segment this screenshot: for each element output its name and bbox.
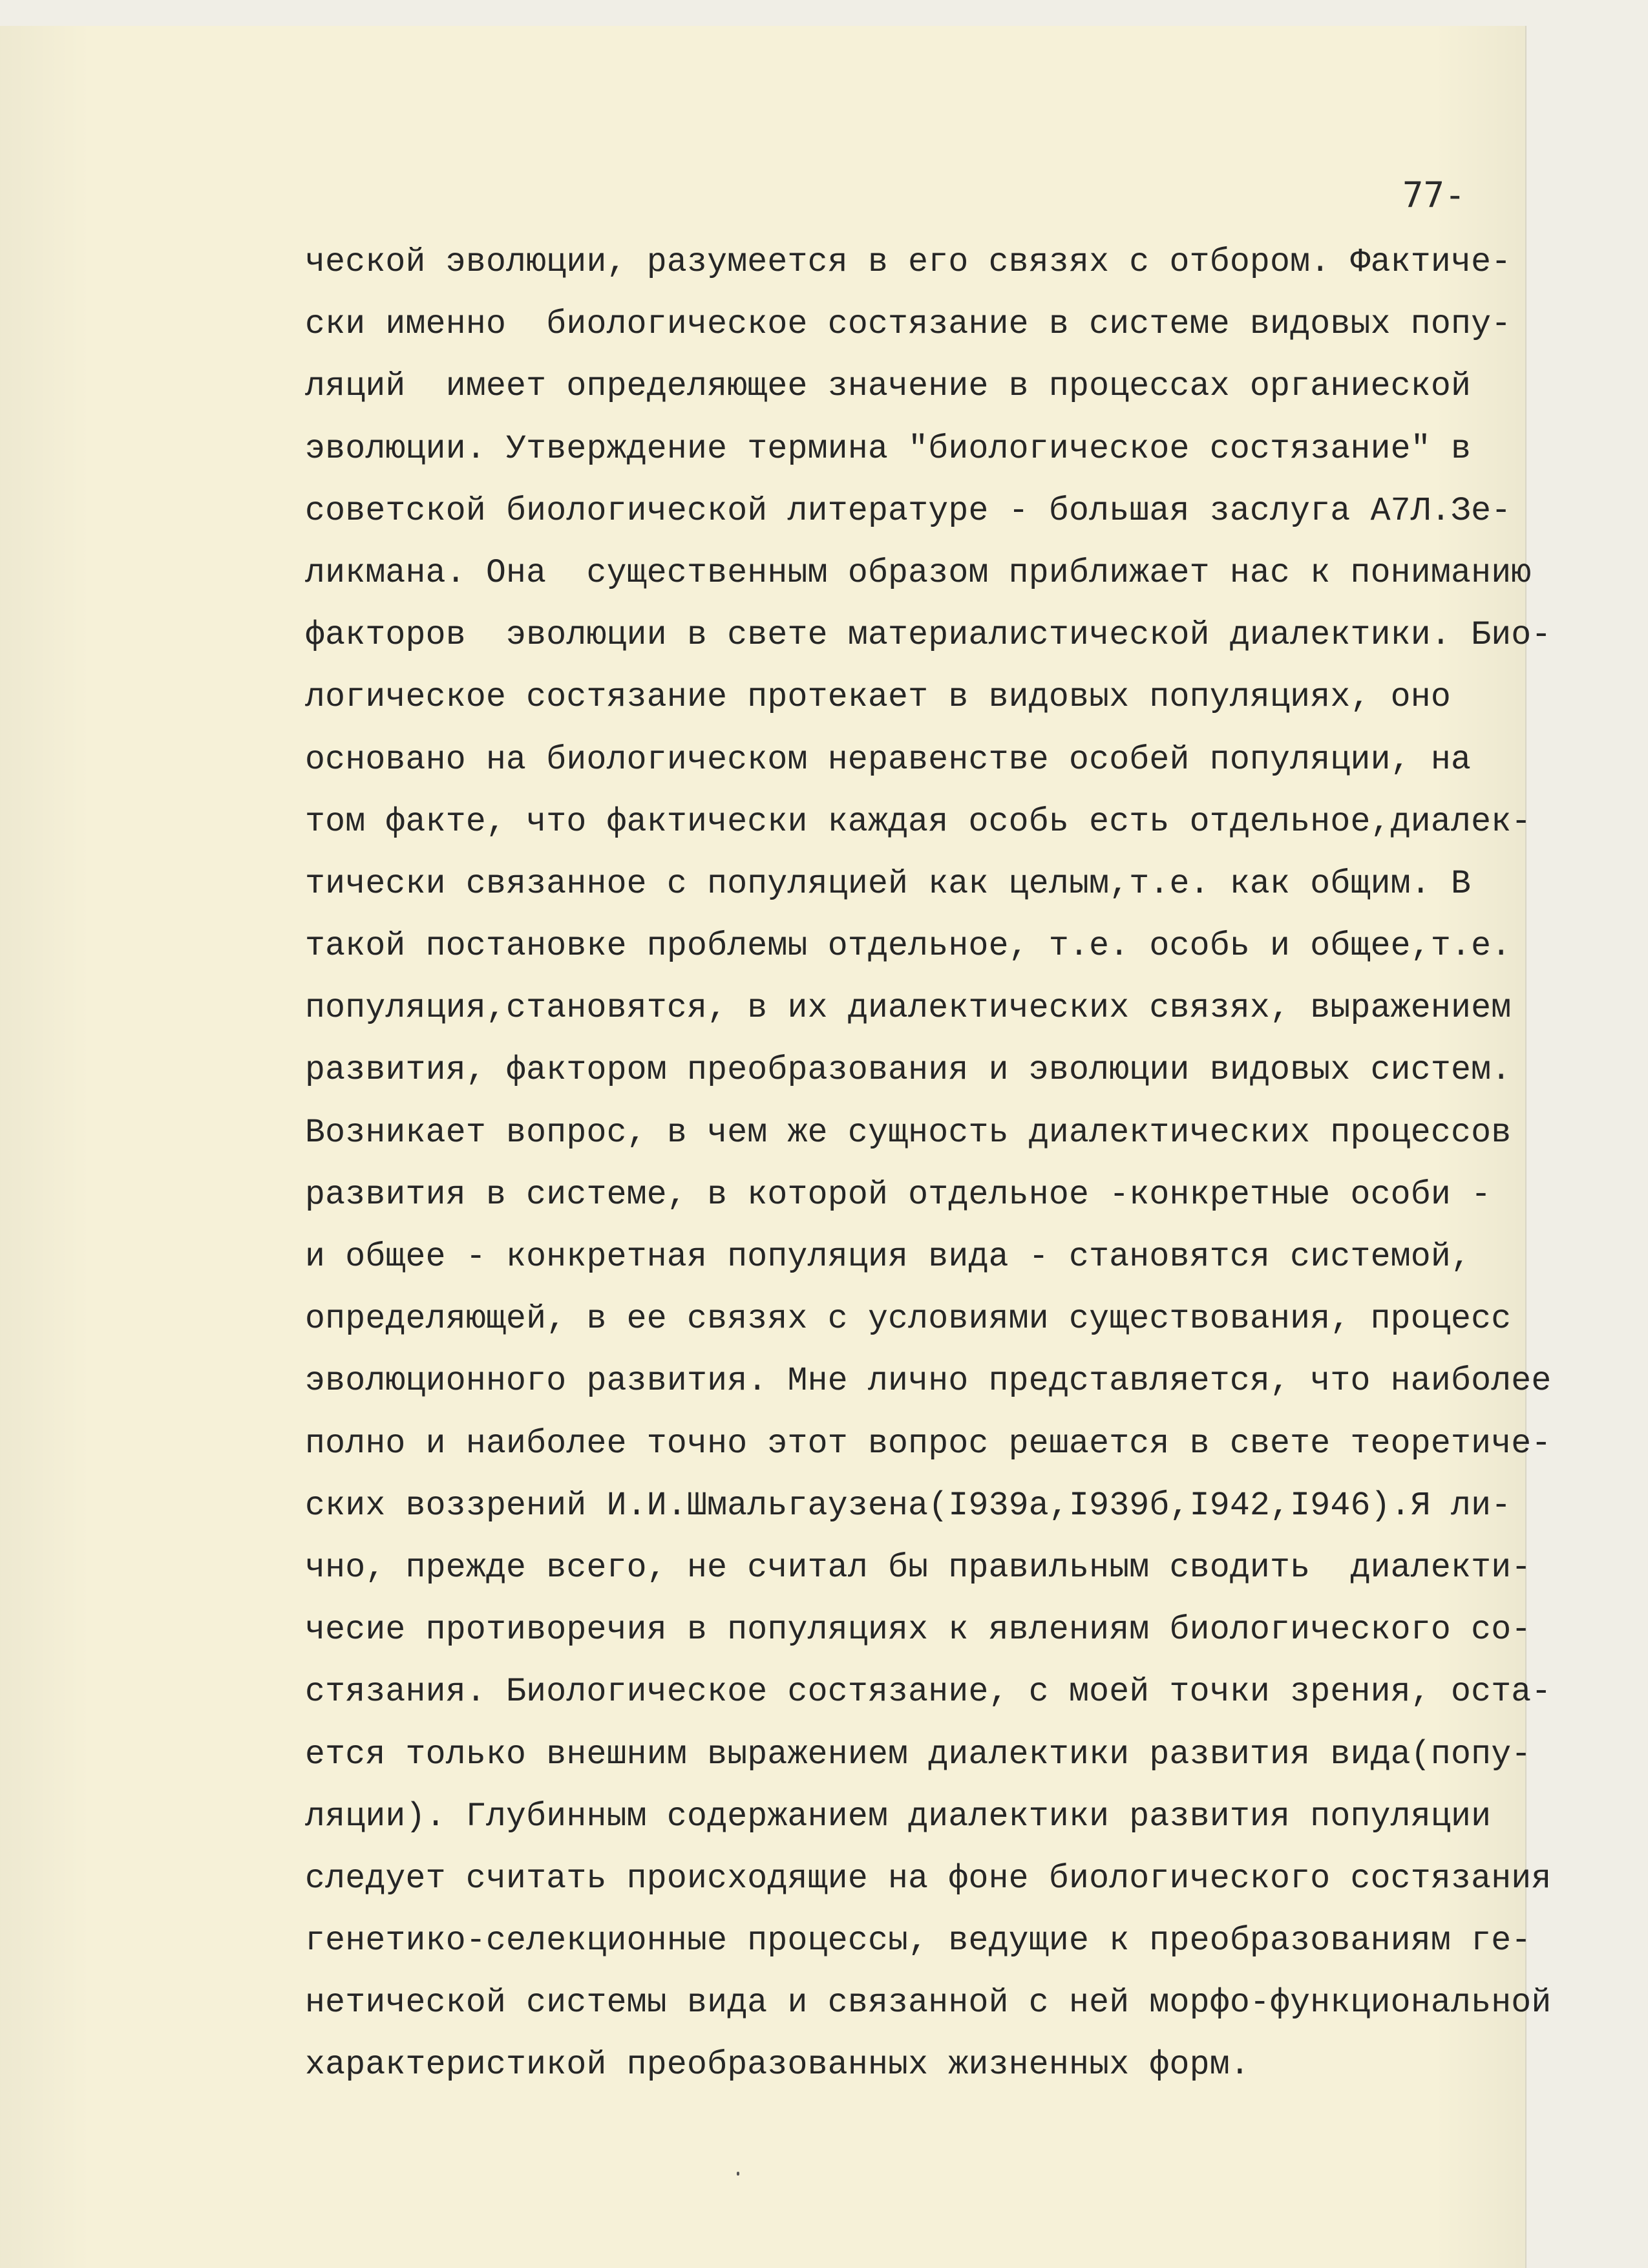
text-line: популяция,становятся, в их диалектических связях, выражением: [305, 990, 1512, 1028]
text-line: ских воззрений И.И.Шмальгаузена(I939а,I939б,I942,I946).Я ли-: [305, 1487, 1512, 1525]
text-line: ликмана. Она существенным образом приближает нас к пониманию: [305, 554, 1532, 592]
text-line: ческой эволюции, разумеется в его связях с отбором. Фактичe-: [305, 244, 1512, 281]
text-line: логическое состязание протекает в видовых популяциях, оно: [305, 679, 1451, 717]
text-line: ски именно биологическое состязание в системе видовых попу-: [305, 306, 1512, 344]
text-line: следует считать происходящие на фоне биологического состязания: [305, 1860, 1552, 1898]
text-line: и общее - конкретная популяция вида - становятся системой,: [305, 1238, 1472, 1276]
text-line: тически связанное с популяцией как целым,т.е. как общим. В: [305, 865, 1472, 903]
text-line: Возникает вопрос, в чем же сущность диалектических процессов: [305, 1114, 1512, 1152]
text-line: советской биологической литературе - большая заслуга А7Л.Зе-: [305, 492, 1512, 530]
typewritten-paragraph: [305, 231, 1552, 2097]
text-line: чно, прежде всего, не считал бы правильным сводить диалекти-: [305, 1549, 1532, 1587]
text-line: основано на биологическом неравенстве особей популяции, на: [305, 741, 1472, 779]
paper-sheet: [0, 26, 1552, 2268]
text-line: факторов эволюции в свете материалистической диалектики. Био-: [305, 617, 1552, 655]
text-line: генетико-селекционные процессы, ведущие к преобразованиям ге-: [305, 1922, 1532, 1960]
text-line: полно и наиболее точно этот вопрос решается в свете теоретиче-: [305, 1425, 1552, 1463]
text-line: ется только внешним выражением диалектики развития вида(попу-: [305, 1735, 1532, 1774]
text-line: том факте, что фактически каждая особь есть отдельное,диалек-: [305, 803, 1532, 841]
text-line: чесие противоречия в популяциях к явлениям биологического со-: [305, 1611, 1532, 1649]
text-line: эволюционного развития. Мне лично представляется, что наиболее: [305, 1362, 1552, 1401]
text-line: развития в системе, в которой отдельное -конкретные особи -: [305, 1176, 1492, 1214]
text-line: стязания. Биологическое состязание, с моей точки зрения, оста-: [305, 1673, 1552, 1712]
text-line: характеристикой преобразованных жизненных форм.: [305, 2046, 1250, 2084]
ink-dot: [737, 2172, 739, 2176]
text-line: нетической системы вида и связанной с ней морфо-функциональной: [305, 1984, 1552, 2022]
text-line: ляции). Глубинным содержанием диалектики развития популяции: [305, 1797, 1492, 1836]
text-line: развития, фактором преобразования и эволюции видовых систем.: [305, 1052, 1512, 1090]
text-line: эволюции. Утверждение термина "биологическое состязание" в: [305, 430, 1472, 468]
text-line: определяющей, в ее связях с условиями существования, процесс: [305, 1300, 1512, 1339]
text-line: ляций имеет определяющее значение в процессах органиеской: [305, 368, 1472, 406]
page-number: 77-: [1402, 175, 1466, 215]
text-line: такой постановке проблемы отдельное, т.е. особь и общее,т.е.: [305, 927, 1512, 966]
